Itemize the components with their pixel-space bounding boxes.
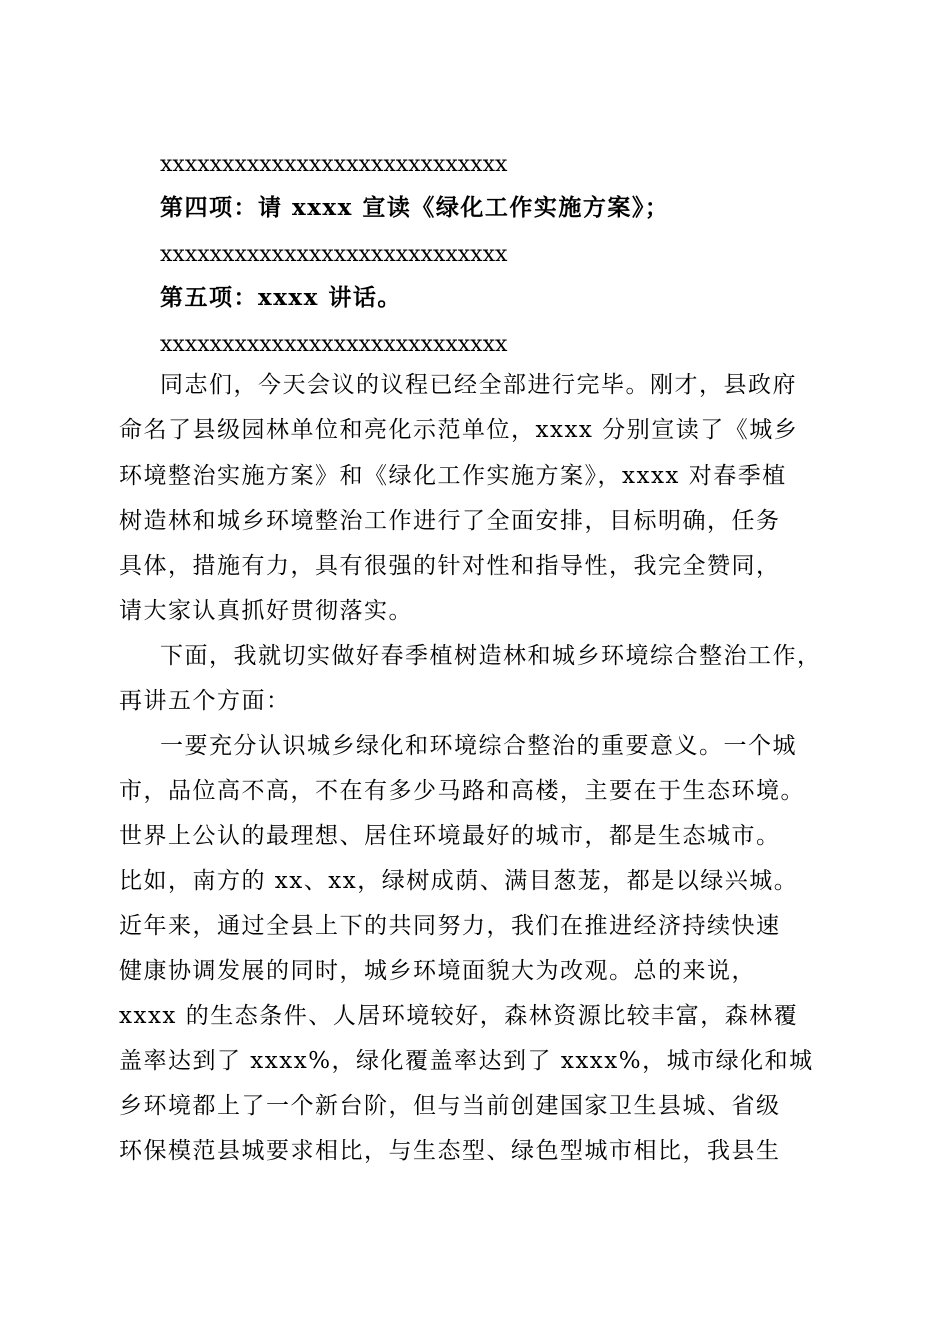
- paragraph-line: 再讲五个方面：: [119, 688, 291, 714]
- paragraph-line: 请大家认真抓好贯彻落实。: [119, 598, 413, 624]
- paragraph-line: 环保模范县城要求相比，与生态型、绿色型城市相比，我县生: [119, 1138, 781, 1164]
- paragraph-line: 树造林和城乡环境整治工作进行了全面安排，目标明确，任务: [119, 508, 781, 534]
- paragraph-line: 盖率达到了 xxxx%，绿化覆盖率达到了 xxxx%，城市绿化和城: [119, 1048, 814, 1074]
- paragraph-line: 环境整治实施方案》和《绿化工作实施方案》，xxxx 对春季植: [119, 463, 787, 489]
- paragraph-line: xxxx 的生态条件、人居环境较好，森林资源比较丰富，森林覆: [119, 1003, 799, 1029]
- paragraph-line: 市，品位高不高，不在有多少马路和高楼，主要在于生态环境。: [119, 778, 805, 804]
- paragraph-line: 一要充分认识城乡绿化和环境综合整治的重要意义。一个城: [160, 733, 797, 759]
- paragraph-line: 比如，南方的 xx、xx，绿树成荫、满目葱茏，都是以绿兴城。: [119, 868, 799, 894]
- placeholder-line: xxxxxxxxxxxxxxxxxxxxxxxxxxxx: [160, 152, 508, 177]
- paragraph-line: 近年来，通过全县上下的共同努力，我们在推进经济持续快速: [119, 913, 781, 939]
- placeholder-line: xxxxxxxxxxxxxxxxxxxxxxxxxxxx: [160, 332, 508, 357]
- paragraph-line: 命名了县级园林单位和亮化示范单位，xxxx 分别宣读了《城乡: [119, 417, 799, 443]
- placeholder-line: xxxxxxxxxxxxxxxxxxxxxxxxxxxx: [160, 242, 508, 267]
- agenda-item-four: 第四项：请 xxxx 宣读《绿化工作实施方案》；: [160, 194, 670, 221]
- paragraph-line: 健康协调发展的同时，城乡环境面貌大为改观。总的来说，: [119, 958, 756, 984]
- paragraph-line: 乡环境都上了一个新台阶，但与当前创建国家卫生县城、省级: [119, 1093, 781, 1119]
- paragraph-line: 同志们，今天会议的议程已经全部进行完毕。刚才，县政府: [160, 372, 797, 398]
- paragraph-line: 具体，措施有力，具有很强的针对性和指导性，我完全赞同，: [119, 553, 781, 579]
- paragraph-line: 下面，我就切实做好春季植树造林和城乡环境综合整治工作，: [160, 643, 822, 669]
- paragraph-line: 世界上公认的最理想、居住环境最好的城市，都是生态城市。: [119, 823, 781, 849]
- agenda-item-five: 第五项：xxxx 讲话。: [160, 284, 402, 311]
